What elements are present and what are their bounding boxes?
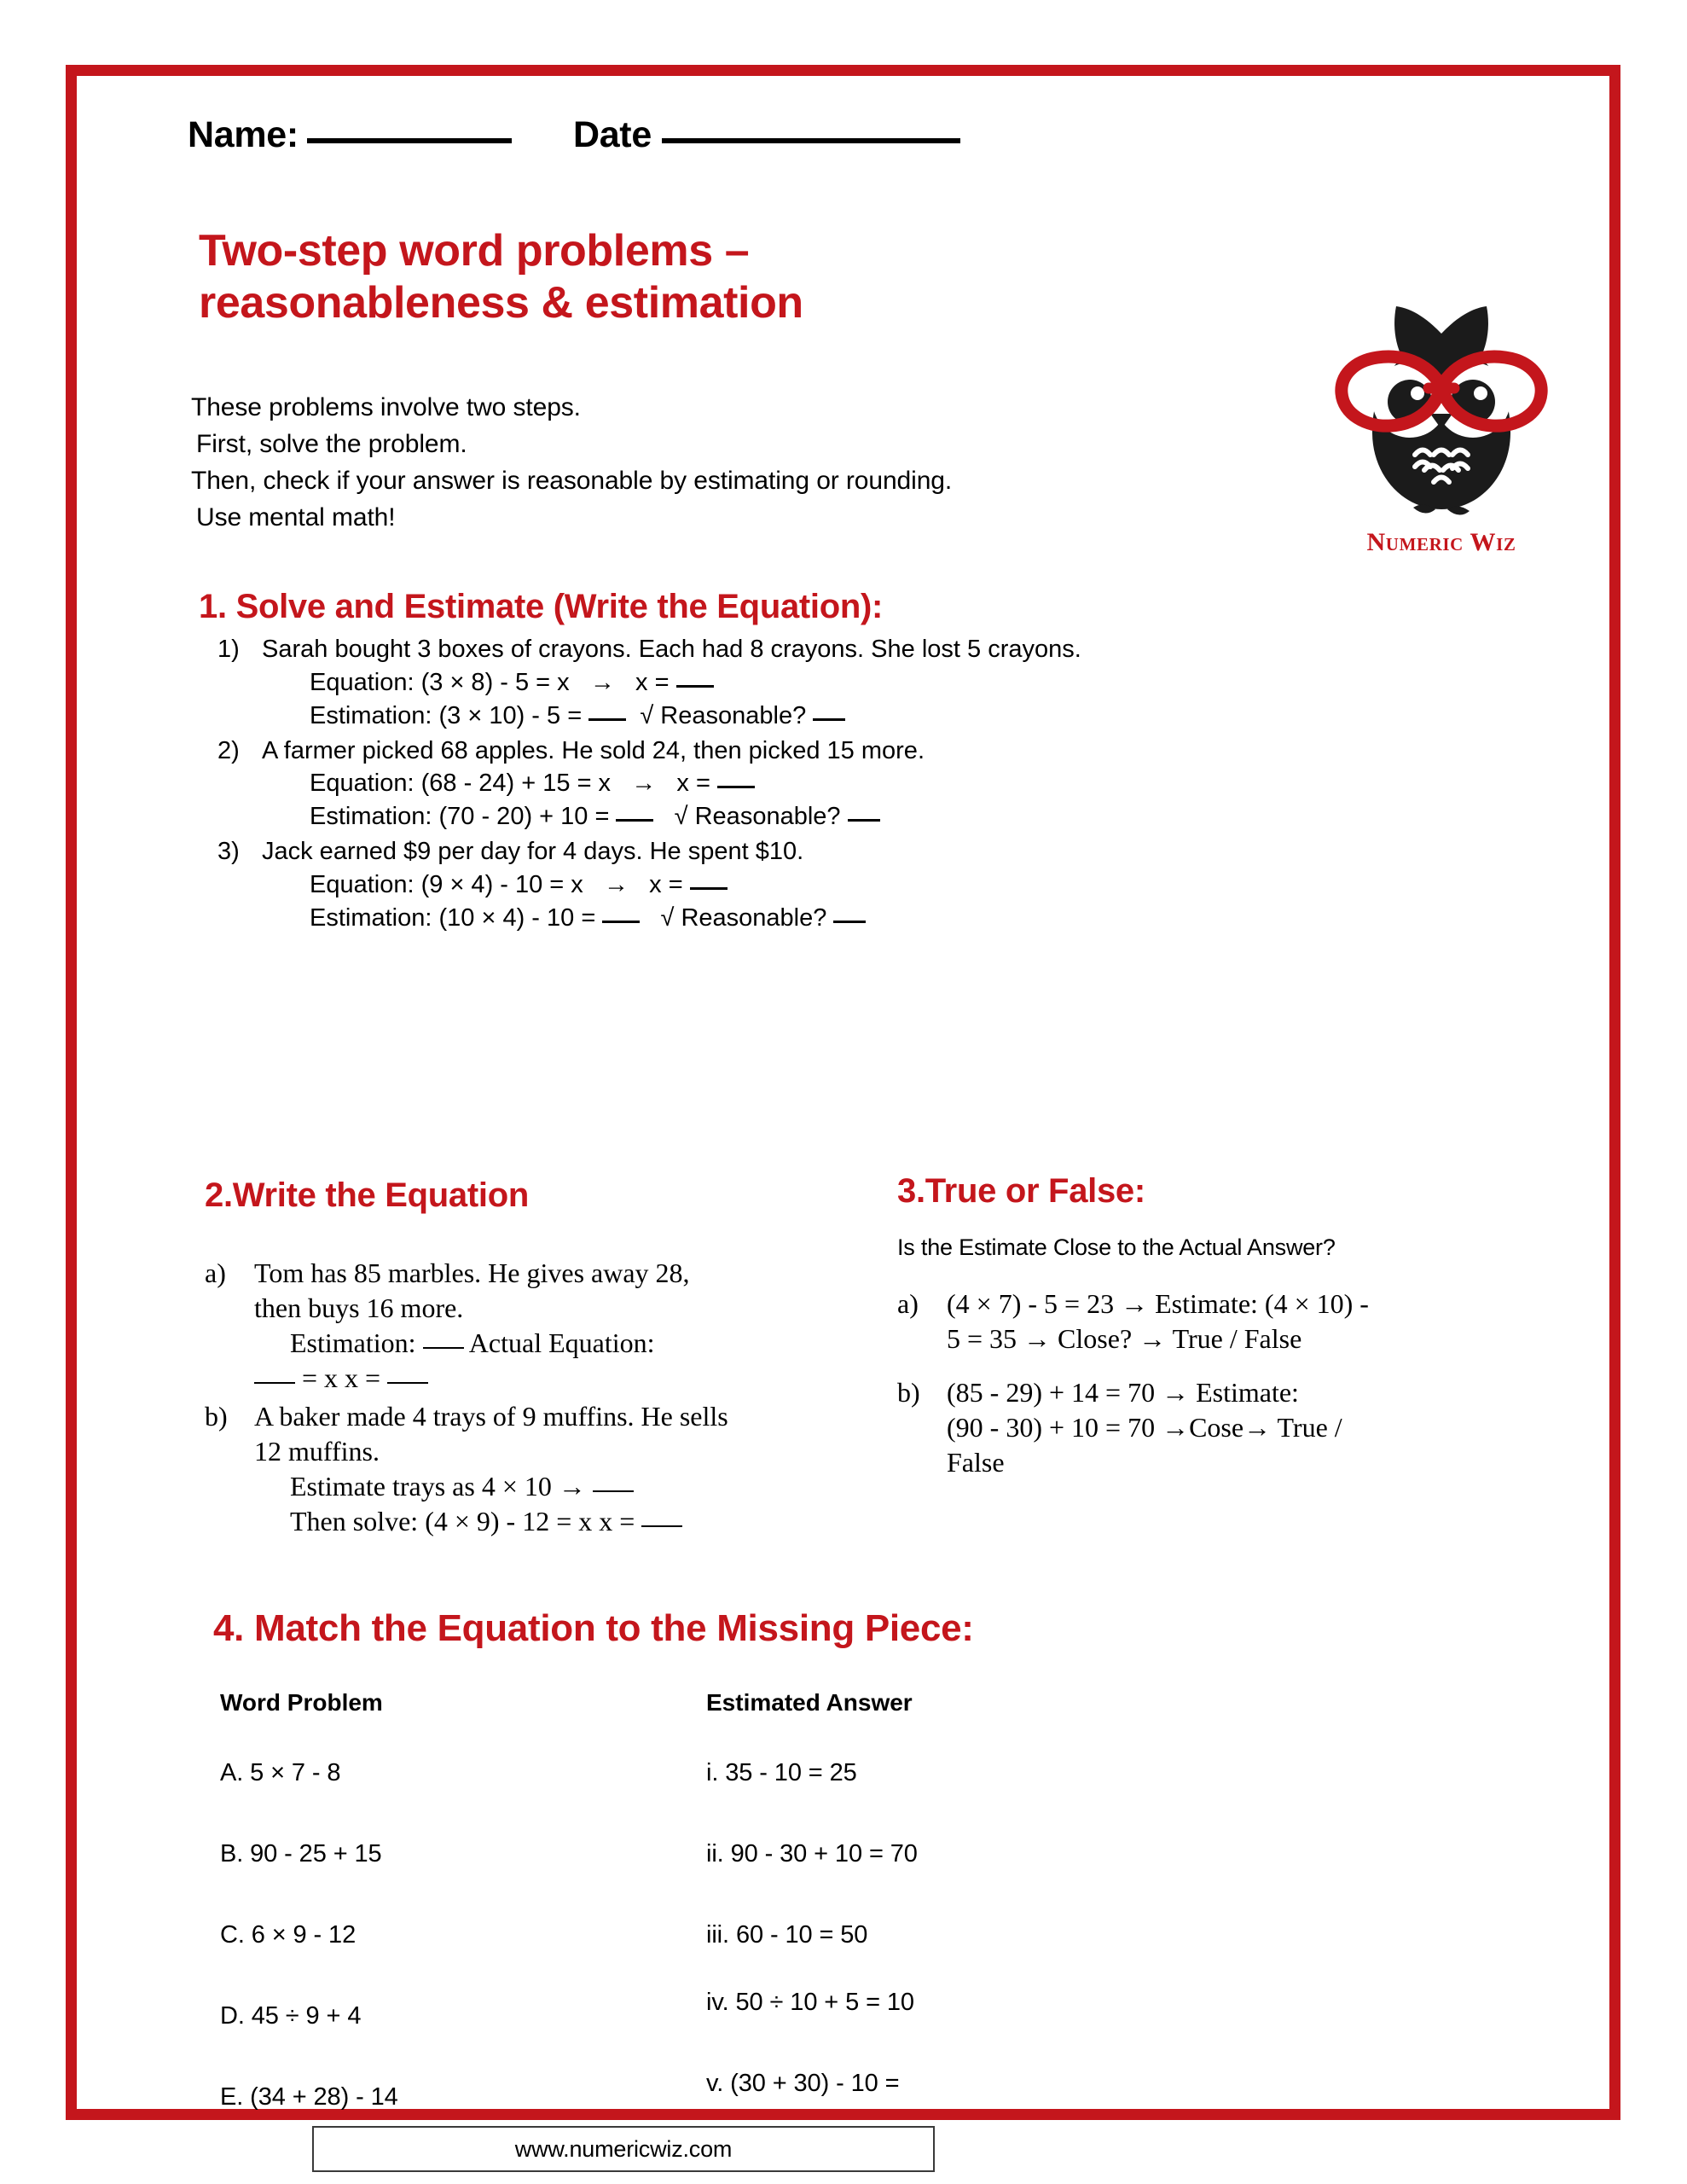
- section1-heading: 1. Solve and Estimate (Write the Equation):: [199, 588, 884, 625]
- item-subline-1: [254, 1469, 733, 1504]
- list-item: [897, 1375, 1494, 1480]
- list-item[interactable]: D. 45 ÷ 9 + 4: [220, 2002, 362, 2030]
- list-item[interactable]: B. 90 - 25 + 15: [220, 1840, 382, 1867]
- equation-text: Equation: (3 × 8) - 5 = x → x =: [310, 668, 676, 696]
- list-item: [897, 1287, 1494, 1356]
- equation-text: Equation: (68 - 24) + 15 = x → x =: [310, 770, 717, 798]
- reasonable-text: √ Reasonable?: [626, 701, 814, 729]
- intro-line-3: Then, check if your answer is reasonable by estimating or rounding.: [191, 466, 953, 495]
- date-input-line[interactable]: [662, 138, 960, 143]
- intro-line-1: These problems involve two steps.: [191, 393, 581, 421]
- website-url[interactable]: www.numericwiz.com: [514, 2135, 733, 2162]
- intro-line-2: First, solve the problem.: [196, 429, 467, 458]
- item-prompt: Jack earned $9 per day for 4 days. He spent $10.: [262, 838, 804, 866]
- list-item[interactable]: A. 5 × 7 - 8: [220, 1759, 341, 1786]
- item-marker: b): [205, 1400, 228, 1432]
- list-item[interactable]: C. 6 × 9 - 12: [220, 1921, 357, 1949]
- section-match-the-equation: [213, 1607, 1544, 2111]
- list-item[interactable]: ii. 90 - 30 + 10 = 70: [706, 1840, 918, 1867]
- item-line-2[interactable]: (90 - 30) + 10 = 70 →Cose→ True /: [947, 1411, 1342, 1443]
- item-subline-1: [254, 1326, 733, 1361]
- list-item: [205, 1256, 733, 1396]
- x-value-blank[interactable]: [641, 1525, 682, 1527]
- estimation-text: Estimation: (70 - 20) + 10 =: [310, 803, 617, 831]
- estimate-blank[interactable]: [593, 1490, 634, 1492]
- name-date-row: [188, 114, 960, 156]
- logo-wordmark: Numeric Wiz: [1366, 528, 1516, 556]
- page-title: [199, 225, 983, 329]
- item-prompt: A baker made 4 trays of 9 muffins. He sells 12 muffins.: [254, 1400, 728, 1467]
- item-marker: a): [205, 1258, 226, 1288]
- list-item: [205, 1399, 733, 1539]
- page-title-line-2: reasonableness & estimation: [199, 277, 803, 328]
- equals-x-text: = x x =: [295, 1362, 388, 1393]
- reasonable-blank[interactable]: [833, 921, 866, 923]
- list-item: [217, 735, 1290, 834]
- brand-logo: [1318, 305, 1565, 586]
- item-equation-line: [262, 767, 1290, 800]
- section2-heading: 2.Write the Equation: [205, 1176, 529, 1214]
- equation-blank[interactable]: [254, 1382, 295, 1384]
- item-number: 1): [217, 636, 240, 663]
- column-header-estimated-answer: Estimated Answer: [706, 1689, 913, 1716]
- estimation-label: Estimation:: [290, 1327, 423, 1358]
- intro-line-4: Use mental math!: [196, 502, 396, 531]
- then-solve-text: Then solve: (4 × 9) - 12 = x x =: [290, 1505, 642, 1536]
- section2-list: [205, 1256, 733, 1539]
- item-prompt: Tom has 85 marbles. He gives away 28, then buys 16 more.: [254, 1258, 690, 1323]
- list-item[interactable]: i. 35 - 10 = 25: [706, 1759, 857, 1786]
- intro-instructions: [188, 390, 1041, 537]
- page-title-line-1: Two-step word problems –: [199, 226, 750, 276]
- estimate-blank[interactable]: [616, 819, 653, 822]
- reasonable-blank[interactable]: [848, 819, 880, 822]
- section-true-or-false: [897, 1172, 1494, 1499]
- column-header-word-problem: Word Problem: [220, 1689, 383, 1716]
- section-write-the-equation: [205, 1176, 733, 1542]
- item-line-1: (85 - 29) + 14 = 70 → Estimate:: [947, 1376, 1299, 1408]
- estimate-blank[interactable]: [588, 718, 626, 721]
- matching-column-estimated-answer: [706, 1689, 1184, 2151]
- item-prompt: Sarah bought 3 boxes of crayons. Each had 8 crayons. She lost 5 crayons.: [262, 636, 1081, 663]
- reasonable-text: √ Reasonable?: [640, 903, 834, 932]
- list-item[interactable]: iv. 50 ÷ 10 + 5 = 10: [706, 1989, 914, 2016]
- item-line-1: (4 × 7) - 5 = 23 → Estimate: (4 × 10) -: [947, 1288, 1369, 1319]
- section3-list: [897, 1287, 1494, 1480]
- item-line-3[interactable]: False: [947, 1446, 1005, 1478]
- list-item: [217, 835, 1290, 935]
- estimation-text: Estimation: (3 × 10) - 5 =: [310, 701, 589, 729]
- matching-column-word-problem: [220, 1689, 698, 2164]
- reasonable-text: √ Reasonable?: [653, 803, 848, 831]
- list-item[interactable]: v. (30 + 30) - 10 =: [706, 2070, 900, 2097]
- list-item[interactable]: E. (34 + 28) - 14: [220, 2083, 398, 2111]
- item-line-2[interactable]: 5 = 35 → Close? → True / False: [947, 1322, 1302, 1354]
- item-number: 2): [217, 736, 240, 764]
- answer-blank[interactable]: [690, 887, 728, 890]
- reasonable-blank[interactable]: [813, 718, 845, 721]
- date-label: Date: [572, 114, 652, 155]
- item-prompt: A farmer picked 68 apples. He sold 24, then picked 15 more.: [262, 736, 925, 764]
- answer-blank[interactable]: [676, 685, 714, 688]
- item-estimation-line: [262, 700, 1290, 733]
- item-marker: b): [897, 1376, 920, 1408]
- estimate-trays-text: Estimate trays as 4 × 10 →: [290, 1470, 593, 1502]
- owl-icon: [1318, 305, 1565, 526]
- item-estimation-line: [262, 902, 1290, 935]
- section-solve-and-estimate: [199, 588, 1290, 937]
- answer-blank[interactable]: [717, 786, 755, 788]
- estimation-text: Estimation: (10 × 4) - 10 =: [310, 903, 603, 932]
- actual-equation-label: Actual Equation:: [463, 1327, 655, 1358]
- name-input-line[interactable]: [307, 138, 512, 143]
- item-estimation-line: [262, 800, 1290, 834]
- footer-url-box: [312, 2126, 935, 2172]
- item-equation-line: [262, 666, 1290, 700]
- item-number: 3): [217, 838, 240, 866]
- equation-text: Equation: (9 × 4) - 10 = x → x =: [310, 871, 690, 899]
- list-item: [217, 633, 1290, 733]
- estimation-blank[interactable]: [423, 1347, 464, 1349]
- worksheet-sheet: [77, 76, 1609, 2109]
- section4-heading: 4. Match the Equation to the Missing Piece:: [213, 1607, 974, 1649]
- estimate-blank[interactable]: [602, 921, 640, 923]
- item-marker: a): [897, 1288, 919, 1319]
- section3-heading: 3.True or False:: [897, 1172, 1145, 1210]
- section1-list: [199, 633, 1290, 935]
- x-value-blank[interactable]: [387, 1382, 428, 1384]
- item-subline-2: [254, 1504, 733, 1539]
- name-label: Name:: [188, 114, 299, 155]
- item-equation-line: [262, 868, 1290, 902]
- item-subline-2: [254, 1361, 733, 1396]
- list-item[interactable]: iii. 60 - 10 = 50: [706, 1921, 868, 1949]
- section3-subprompt: Is the Estimate Close to the Actual Answer?: [897, 1234, 1336, 1260]
